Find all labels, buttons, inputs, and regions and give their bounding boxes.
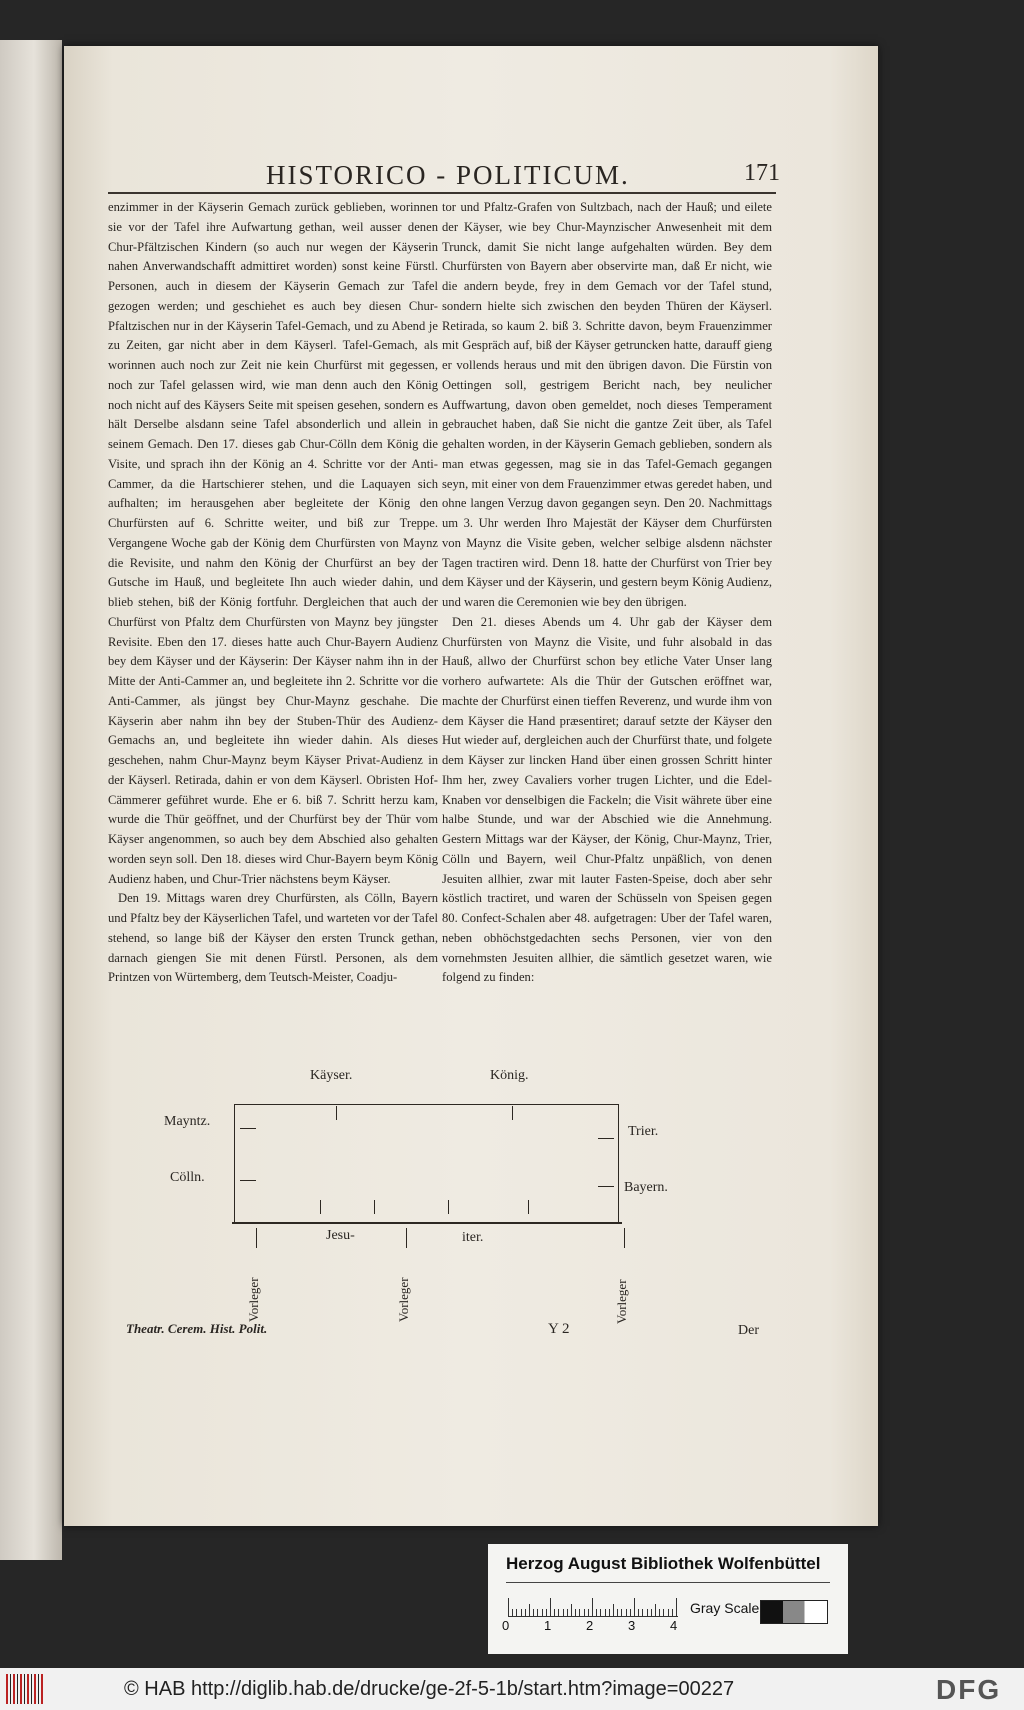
ruler-tick: [563, 1609, 564, 1616]
header-rule: [108, 192, 776, 194]
table-right-edge: [618, 1104, 619, 1224]
seat-label-colln: Cölln.: [170, 1170, 205, 1185]
scale-number: 1: [544, 1618, 552, 1633]
seat-label-iter: iter.: [462, 1230, 484, 1245]
ruler-tick: [663, 1609, 664, 1616]
ruler-tick: [558, 1609, 559, 1616]
ruler-tick: [542, 1609, 543, 1616]
grayscale-patches: [760, 1600, 828, 1624]
ruler-tick: [647, 1609, 648, 1616]
ruler-tick: [672, 1609, 673, 1616]
ruler-tick: [529, 1604, 530, 1616]
seat-label-kayser: Käyser.: [310, 1068, 353, 1083]
server-mark: [624, 1228, 625, 1248]
seat-label-trier: Trier.: [628, 1124, 659, 1139]
ruler-tick: [659, 1609, 660, 1616]
dfg-logo: DFG: [936, 1674, 1002, 1705]
page-number: 171: [744, 160, 780, 186]
seating-plan-diagram: [140, 1068, 780, 1338]
library-color-target: [488, 1544, 848, 1654]
ruler-tick: [516, 1609, 517, 1616]
copyright-link[interactable]: © HAB http://diglib.hab.de/drucke/ge-2f-5-1b/start.htm?image=00227: [124, 1678, 735, 1700]
ruler-tick: [592, 1598, 593, 1616]
ruler-tick: [533, 1609, 534, 1616]
ruler-tick: [567, 1609, 568, 1616]
source-note: Theatr. Cerem. Hist. Polit.: [126, 1321, 268, 1336]
ruler-tick: [525, 1609, 526, 1616]
ruler-tick: [550, 1598, 551, 1616]
ruler-tick: [554, 1609, 555, 1616]
seat-mark: [320, 1200, 321, 1214]
ruler-tick: [605, 1609, 606, 1616]
ruler-tick: [626, 1609, 627, 1616]
ruler-tick: [609, 1609, 610, 1616]
ruler-tick: [676, 1598, 677, 1616]
seat-mark: [598, 1186, 614, 1187]
seat-mark: [374, 1200, 375, 1214]
ruler-tick: [617, 1609, 618, 1616]
seat-mark: [528, 1200, 529, 1214]
ruler-tick: [588, 1609, 589, 1616]
ruler-tick: [596, 1609, 597, 1616]
server-label-3: Vorleger: [614, 1279, 629, 1324]
ruler-tick: [584, 1609, 585, 1616]
paragraph: Den 21. dieses Abends um 4. Uhr gab der Käyser dem Churfürsten von Maynz die Visite, und fuhr alsobald in das Hauß, allwo der Churfürst schon bey etliche Vater Unser lang vorhero aufwartete: Als die Thür der Gutschen eröffnet war, machte der Churfürst einen tieffen Reverenz, und wurde ihm von dem Käyser die Hand præsentiret; darauf setzte der Käyser den Hut wieder auf, dergleichen auch der Churfürst thate, und folgete dem Käyser zur lincken Hand über einen grossen Schritt hinter Ihm her, zwey Cavaliers vorher trugen Lichter, und die Edel-Knaben vor denselbigen die Fackeln; die Visit währete über eine halbe Stunde, und war der Abschied wie die Annehmung. Gestern Mittags war der Käyser, der König, Chur-Maynz, Trier, Cölln und Bayern, weil Chur-Pfaltz unpäßlich, von denen Jesuiten allhier, zwar mit lauter Fasten-Speise, doch aber sehr köstlich tractiret, und waren der Schüsseln von Speisen gegen 80. Confect-Schalen aber 48. aufgetragen: Uber der Tafel waren, neben obhöchstgedachten sechs Personen, vier von den vornehmsten Jesuiten allhier, die sämtlich gesetzet waren, wie folgend zu finden:: [442, 614, 772, 985]
ruler-tick: [651, 1609, 652, 1616]
barcode-icon: [6, 1674, 44, 1704]
seat-mark: [336, 1106, 337, 1120]
seat-mark: [512, 1106, 513, 1120]
library-rule: [506, 1582, 830, 1583]
table-bottom-edge: [232, 1222, 622, 1224]
server-label-2: Vorleger: [396, 1277, 411, 1322]
ruler-tick: [642, 1609, 643, 1616]
ruler-tick: [512, 1609, 513, 1616]
seat-mark: [240, 1128, 256, 1129]
ruler-tick: [668, 1609, 669, 1616]
text-column-left: [108, 198, 438, 988]
ruler-tick: [508, 1598, 509, 1616]
ruler-tick: [634, 1598, 635, 1616]
scale-number: 2: [586, 1618, 594, 1633]
grayscale-label: Gray Scale: [690, 1600, 760, 1616]
ruler-tick: [600, 1609, 601, 1616]
ruler-tick: [579, 1609, 580, 1616]
ruler-tick: [575, 1609, 576, 1616]
running-head: HISTORICO - POLITICUM.: [266, 160, 630, 190]
ruler-tick: [537, 1609, 538, 1616]
ruler-tick: [621, 1609, 622, 1616]
seat-label-konig: König.: [490, 1068, 529, 1083]
seat-label-jesu: Jesu-: [326, 1228, 355, 1243]
paragraph: Den 19. Mittags waren drey Churfürsten, als Cölln, Bayern und Pfaltz bey der Käyserlichen Tafel, und warteten vor der Tafel stehend, so lange biß der Käyser den ersten Trunck gethan, darnach giengen Sie mit denen Fürstl. Personen, als dem Printzen von Würtemberg, dem Teutsch-Meister, Coadju-: [108, 891, 438, 985]
ruler-tick: [546, 1609, 547, 1616]
text-column-right: [442, 198, 772, 988]
table-top-edge: [234, 1104, 618, 1105]
ruler-tick: [638, 1609, 639, 1616]
server-mark: [256, 1228, 257, 1248]
catchword: Der: [738, 1323, 759, 1338]
server-mark: [406, 1228, 407, 1248]
scale-number: 4: [670, 1618, 678, 1633]
ruler-tick: [613, 1604, 614, 1616]
library-name: Herzog August Bibliothek Wolfenbüttel: [506, 1554, 821, 1573]
signature-mark: Y 2: [548, 1321, 570, 1337]
seat-label-maynz: Mayntz.: [164, 1114, 211, 1129]
ruler-tick: [571, 1604, 572, 1616]
previous-page-edge: [0, 40, 62, 1560]
seat-mark: [448, 1200, 449, 1214]
server-label-1: Vorleger: [246, 1277, 261, 1322]
seat-label-bayern: Bayern.: [624, 1180, 668, 1195]
table-left-edge: [234, 1104, 235, 1224]
ruler-tick: [655, 1604, 656, 1616]
seat-mark: [598, 1138, 614, 1139]
viewer-footer-bar: [0, 1668, 1024, 1710]
scale-ruler: [508, 1592, 678, 1617]
paragraph: tor und Pfaltz-Grafen von Sultzbach, nach der Hauß; und eilete der Käyser, wie bey Chur-Maynzischer Anwesenheit mit dem Trunck, damit Sie nicht lange aufgehalten würden. Bey dem Churfürsten von Bayern aber observirte man, daß Er nicht, wie die andern beyde, frey in dem Gemach vor der Tafel stund, sondern hielte sich zwischen den beyden Thüren der Käyserl. Retirada, so kaum 2. biß 3. Schritte davon, beym Frauenzimmer mit Gespräch auf, biß der Käyser getruncken hatte, darauff gieng er vollends heraus und mit den übrigen davon. Die Fürstin von Oettingen soll, gestrigem Bericht nach, bey neulicher Auffwartung, davon oben gemeldet, noch dieses Temperament gebrauchet haben, daß Sie nicht die gantze Zeit über, als Tafel gehalten worden, in der Käyserin Gemach geblieben, sondern als man etwas gegessen, mag sie in das Tafel-Gemach gegangen seyn, mit einer von dem Frauenzimmer etwas geredet haben, und ohne langen Verzug davon gegangen seyn. Den 20. Nachmittags um 3. Uhr werden Ihro Majestät der Käyser dem Churfürsten von Maynz die Visite geben, welcher selbige alsdenn nächster Tagen tractiren wird. Denn 18. hatte der Churfürst von Trier bey dem Käyser und der Käyserin, und gestern beym König Audienz, und waren die Ceremonien wie bey den übrigen.: [442, 200, 772, 609]
scale-number: 3: [628, 1618, 636, 1633]
scale-number: 0: [502, 1618, 510, 1633]
seat-mark: [240, 1180, 256, 1181]
paragraph: enzimmer in der Käyserin Gemach zurück geblieben, worinnen sie vor der Tafel ihre Aufwartung gethan, weil ausser denen Chur-Pfältzischen Kindern (so auch nur wegen der Käyserin nahen Anverwandschafft admittiret worden) sonst keine Fürstl. Personen, auch in diesem der Käyserin Gemach zur Tafel gezogen werden; und geschiehet es auch bey diesen Chur-Pfaltzischen nur in der Käyserin Tafel-Gemach, und zu Abend je zu Zeiten, gar nicht aber in dem Käyserl. Tafel-Gemach, als worinnen auch noch zur Zeit nie kein Churfürst mit gegessen, noch zur Tafel gelassen wird, wie man denn auch den König noch nicht auf des Käysers Seite mit speisen gesehen, sondern es hält Derselbe alsdann seine Tafel absonderlich und allein in seinem Gemach. Den 17. dieses gab Chur-Cölln dem König die Visite, und sprach ihn der König an 4. Schritte vor der Anti-Cammer, da die Hartschierer stehen, und die Laquayen sich aufhalten; im herausgehen aber begleitete der König den Churfürsten auf 6. Schritte weiter, und biß zur Treppe. Vergangene Woche gab der König dem Churfürsten von Maynz die Revisite, und nahm den König der Churfürst an bey der Gutsche im Hauß, und begleitete Ihn auch wieder dahin, und blieb stehen, biß der König fortfuhr. Dergleichen that auch der Churfürst von Pfaltz dem Churfürsten von Maynz bey jüngster Revisite. Eben den 17. dieses hatte auch Chur-Bayern Audienz bey dem Käyser und der Käyserin: Der Käyser nahm ihn in der Mitte der Anti-Cammer an, und begleitete ihn 2. Schritte vor die Anti-Cammer, als jüngst bey Chur-Maynz geschahe. Die Käyserin aber nahm ihn bey der Stuben-Thür des Audienz-Gemachs an, und begleitete ihn wieder dahin. Als dieses geschehen, nahm Chur-Maynz beym Käyser Privat-Audienz in der Käyserl. Retirada, dahin er von dem Käyserl. Obristen Hof-Cämmerer geführet wurde. Ehe er 6. biß 7. Schritt herzu kam, wurde die Thür geöffnet, und der Churfürst bey der Thür vom Käyser angenommen, so auch bey dem Abschied also gehalten worden seyn soll. Den 18. dieses wird Chur-Bayern beym König Audienz haben, und Chur-Trier nächstens beym Käyser.: [108, 200, 438, 886]
ruler-tick: [630, 1609, 631, 1616]
ruler-tick: [521, 1609, 522, 1616]
